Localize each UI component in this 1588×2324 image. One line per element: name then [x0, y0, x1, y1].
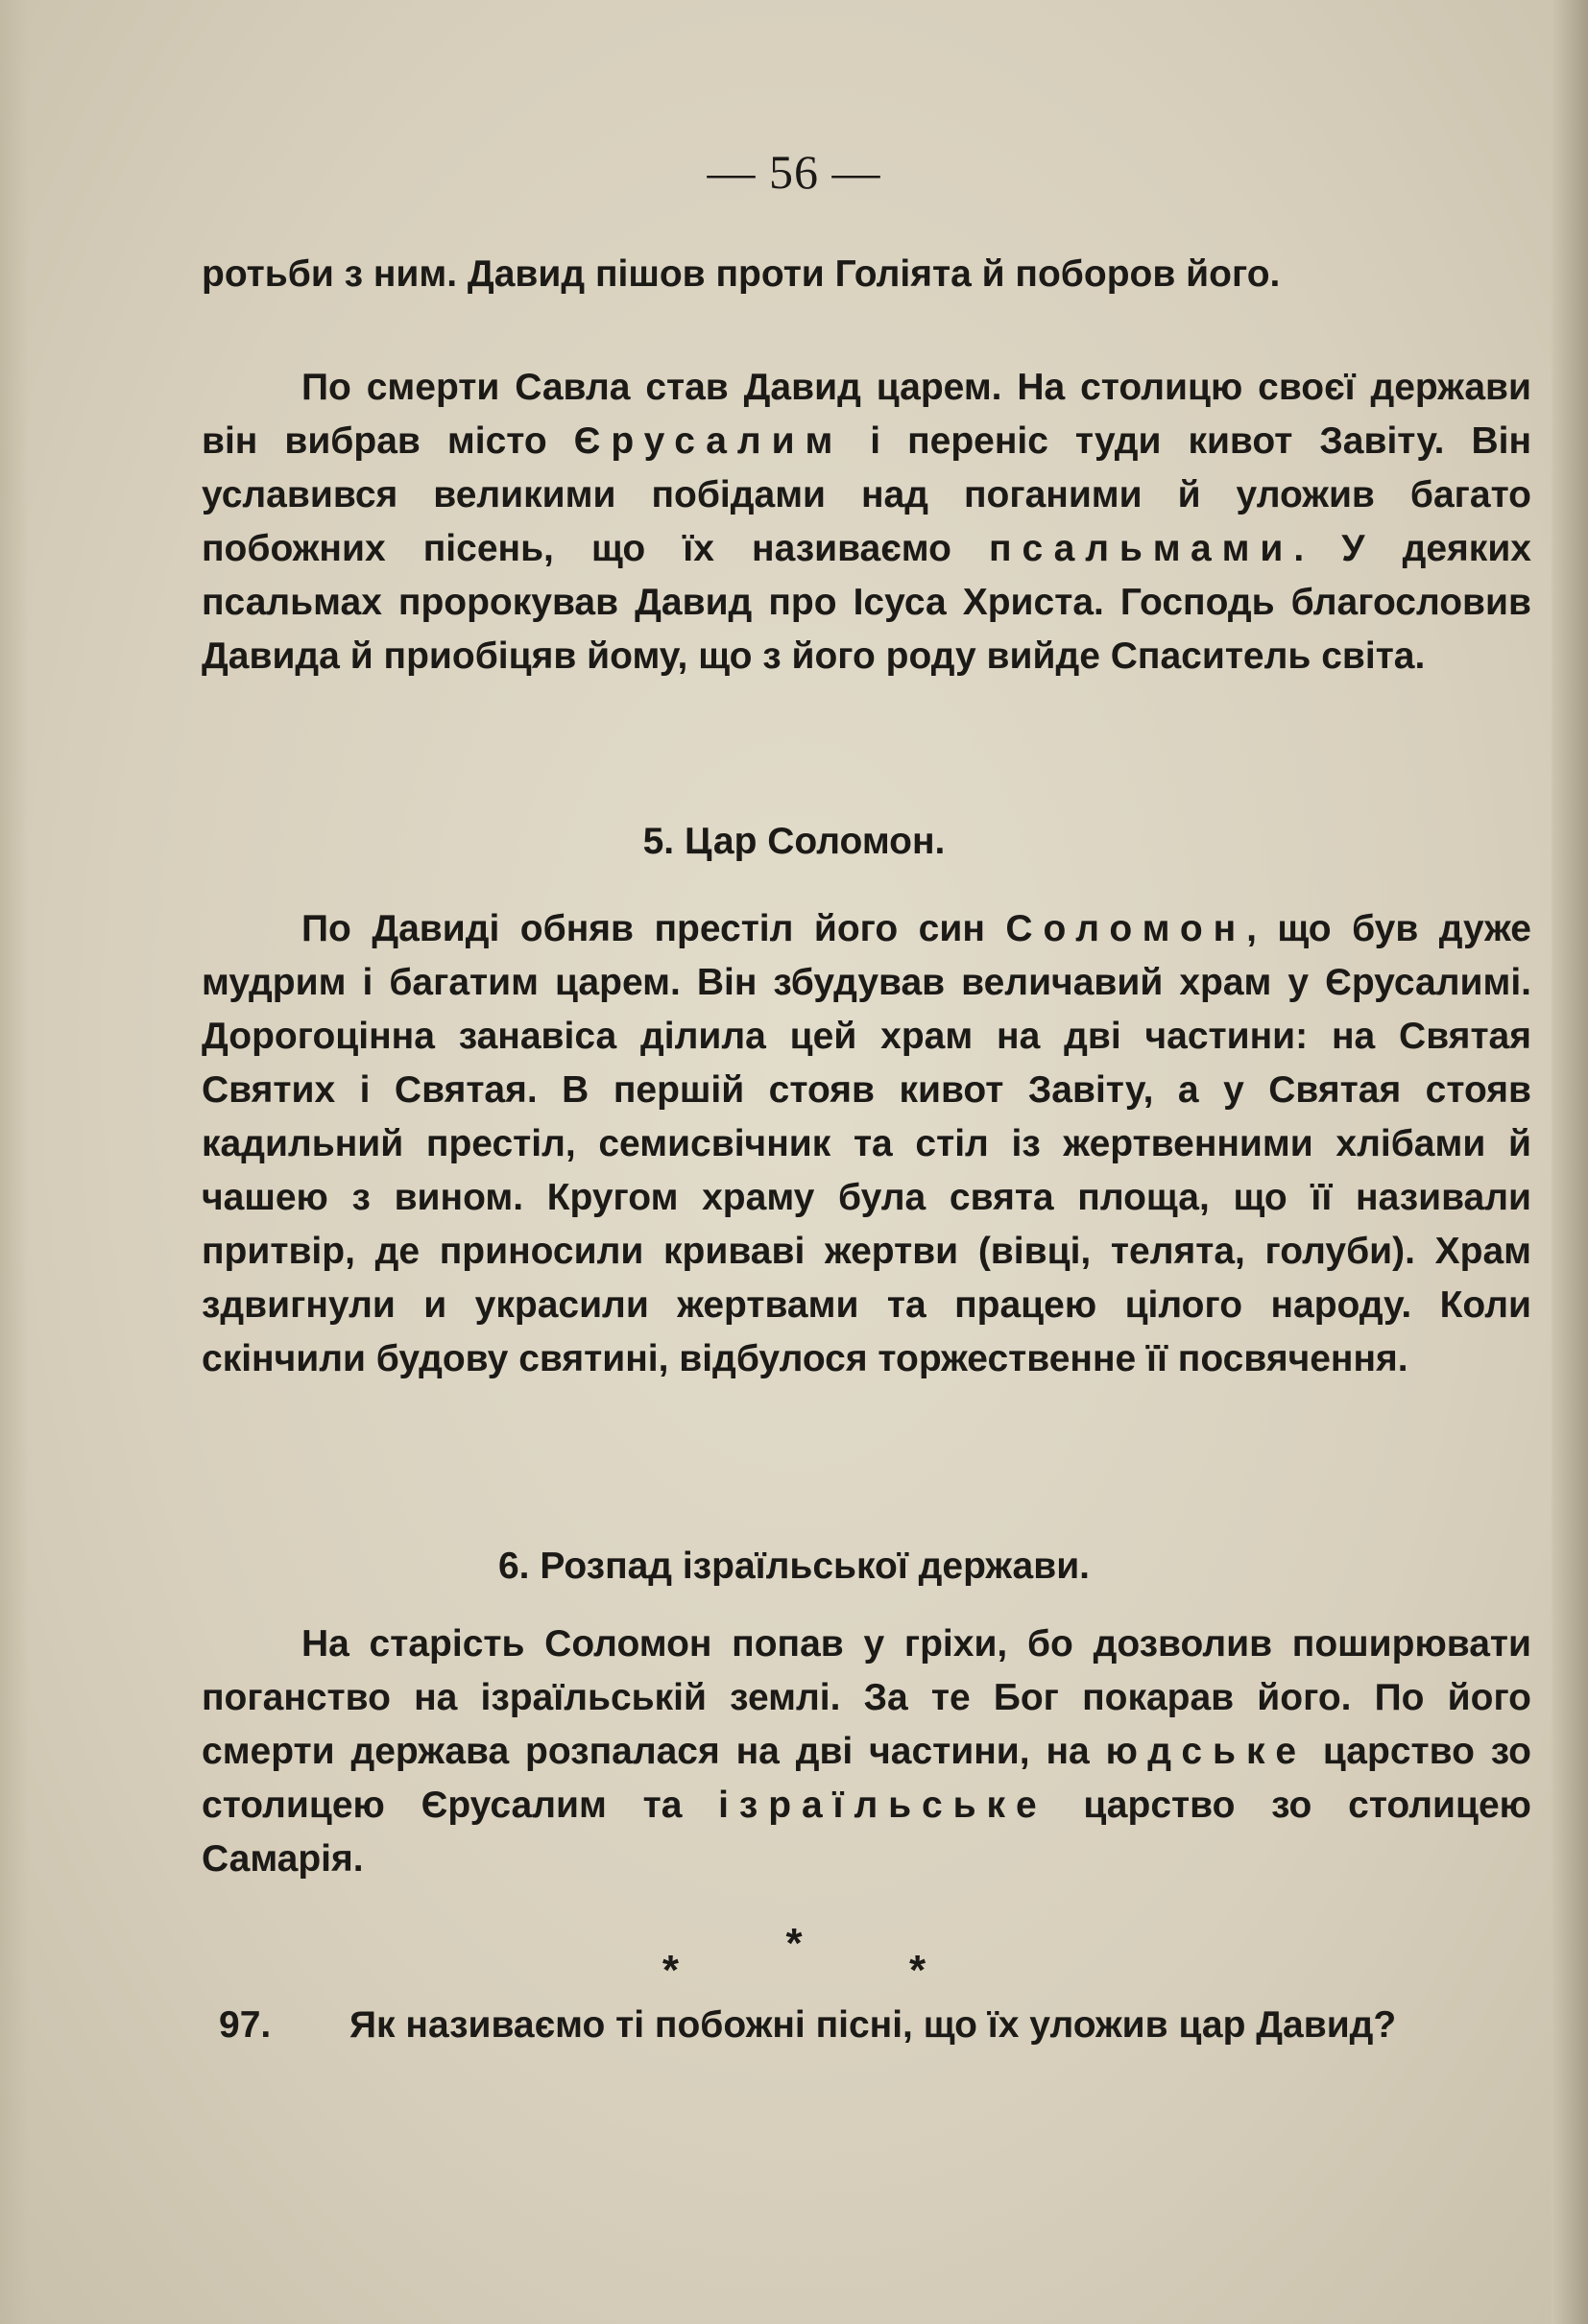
paragraph-david [202, 361, 1531, 683]
spaced-word-israelite: ізраїльське [718, 1785, 1047, 1826]
paragraph-2 [202, 361, 1531, 683]
question-text: Як називаємо ті побожні пісні, що їх уложив цар Давид? [349, 2004, 1397, 2046]
section-5-heading: 5. Цар Соломон. [642, 821, 946, 862]
section-6-part-1: На старість Соломон попав у гріхи, бо дозволив поширювати поганство на ізраїльській землі. За те Бог покарав його. По його смерти держава розпалася на дві частини, на [202, 1623, 1531, 1772]
spaced-word-judean: юдське [1105, 1731, 1307, 1772]
section-6-body [202, 1617, 1531, 1886]
section-5-body [202, 902, 1531, 1386]
section-5-paragraph [202, 902, 1531, 1386]
section-5-part-2: , що був дуже мудрим і багатим царем. Він збудував величавий храм у Єрусалимі. Дорогоцінна занавіса ділила цей храм на дві частини: на Святая Святих і Святая. В першій стояв кивот Завіту, а у Святая стояв кадильний престіл, семисвічник та стіл із жертвенними хлібами й чашею з вином. Кругом храму була свята площа, що її називали притвір, де приносили криваві жертви (вівці, телята, голуби). Храм здвигнули и украсили жертвами та працею цілого народу. Коли скінчили будову святині, відбулося торжественне її посвячення. [202, 908, 1532, 1379]
paragraph-continuation [202, 248, 1531, 301]
section-6-part-3: царство зо столицею Самарія. [202, 1785, 1531, 1880]
paragraph-2-part-3: . У деяких псальмах пророкував Давид про Ісуса Христа. Господь благословив Давида й приобіцяв йому, що з його роду вийде Спаситель світа. [202, 528, 1531, 677]
page-number: — 56 — [707, 145, 881, 199]
section-6-heading: 6. Розпад ізраїльської держави. [497, 1545, 1091, 1587]
separator-star-right: * [909, 1947, 926, 1994]
separator-star-left: * [662, 1947, 679, 1994]
spaced-word-psalms: псальмами [989, 528, 1294, 569]
spaced-word-jerusalem: Єрусалим [573, 420, 844, 462]
question-number: 97. [219, 2004, 272, 2046]
paragraph-1: ротьби з ним. Давид пішов проти Голіята й поборов його. [202, 253, 1281, 295]
spaced-word-solomon: Соломон [1005, 908, 1247, 949]
paragraph-2-part-1: По смерти Савла став Давид царем. На столицю своєї держави він вибрав місто [202, 367, 1531, 462]
section-5-part-1: По Давиді обняв престіл його син [301, 908, 1006, 949]
separator-star-top: * [785, 1920, 803, 1967]
section-6-part-2: царство зо столицею Єрусалим та [202, 1731, 1531, 1826]
section-6-paragraph [202, 1617, 1531, 1886]
paragraph-2-part-2: і переніс туди кивот Завіту. Він уславився великими побідами над поганими й уложив багато побожних пісень, що їх називаємо [202, 420, 1531, 569]
